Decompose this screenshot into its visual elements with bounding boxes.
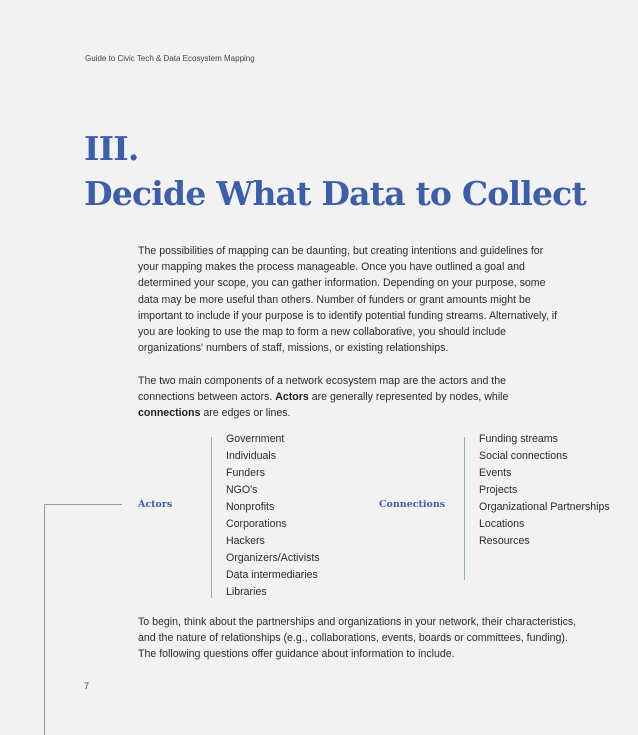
margin-rule-vertical: [44, 504, 45, 735]
chapter-number: III.: [84, 129, 139, 168]
actors-list: [226, 431, 320, 601]
components-text-1: The two main components of a network ecosystem map are the actors and the connections between actors.: [138, 375, 507, 404]
list-item: Organizers/Activists: [226, 552, 320, 564]
components-paragraph: [138, 373, 538, 422]
connections-term: connections: [138, 407, 201, 420]
list-item: Hackers: [226, 535, 265, 547]
list-item: Social connections: [479, 450, 568, 462]
chapter-title: [84, 126, 586, 216]
list-item: Funding streams: [479, 433, 558, 445]
page-number: 7: [84, 681, 90, 691]
closing-paragraph: To begin, think about the partnerships and organizations in your network, their characteristics, and the nature of relationships (e.g., collaborations, events, boards or committees, funding). The following questions offer guidance about information to include.: [138, 616, 577, 661]
running-header: Guide to Civic Tech & Data Ecosystem Mapping: [85, 54, 255, 63]
list-item: Individuals: [226, 450, 277, 462]
list-item: Locations: [479, 518, 525, 530]
components-text-3: are edges or lines.: [200, 407, 291, 420]
list-item: NGO's: [226, 484, 258, 496]
list-item: Resources: [479, 535, 530, 547]
components-text-2: are generally represented by nodes, while: [308, 391, 509, 404]
list-item: Government: [226, 433, 285, 445]
list-item: Data intermediaries: [226, 569, 318, 581]
actors-term: Actors: [275, 391, 309, 404]
intro-paragraph: The possibilities of mapping can be daunting, but creating intentions and guidelines for your mapping makes the process manageable. Once you have outlined a goal and determined your scope, you can gather information. Depending on your purpose, some data may be more useful than others. Number of funders or grant amounts might be important to include if your purpose is to identify potential funding streams. Alternatively, if you are looking to use the map to form a new collaborative, you should include organizations' numbers of staff, missions, or existing relationships.: [138, 245, 558, 355]
connections-divider: [464, 437, 465, 580]
connections-label: Connections: [379, 499, 446, 510]
list-item: Funders: [226, 467, 265, 479]
list-item: Events: [479, 467, 512, 479]
chapter-heading: Decide What Data to Collect: [84, 174, 586, 213]
margin-rule-horizontal: [44, 504, 122, 505]
list-item: Nonprofits: [226, 501, 275, 513]
list-item: Organizational Partnerships: [479, 501, 610, 513]
list-item: Projects: [479, 484, 518, 496]
list-item: Corporations: [226, 518, 287, 530]
list-item: Libraries: [226, 586, 267, 598]
actors-divider: [211, 437, 212, 598]
connections-list: [479, 431, 610, 550]
actors-label: Actors: [138, 499, 173, 510]
